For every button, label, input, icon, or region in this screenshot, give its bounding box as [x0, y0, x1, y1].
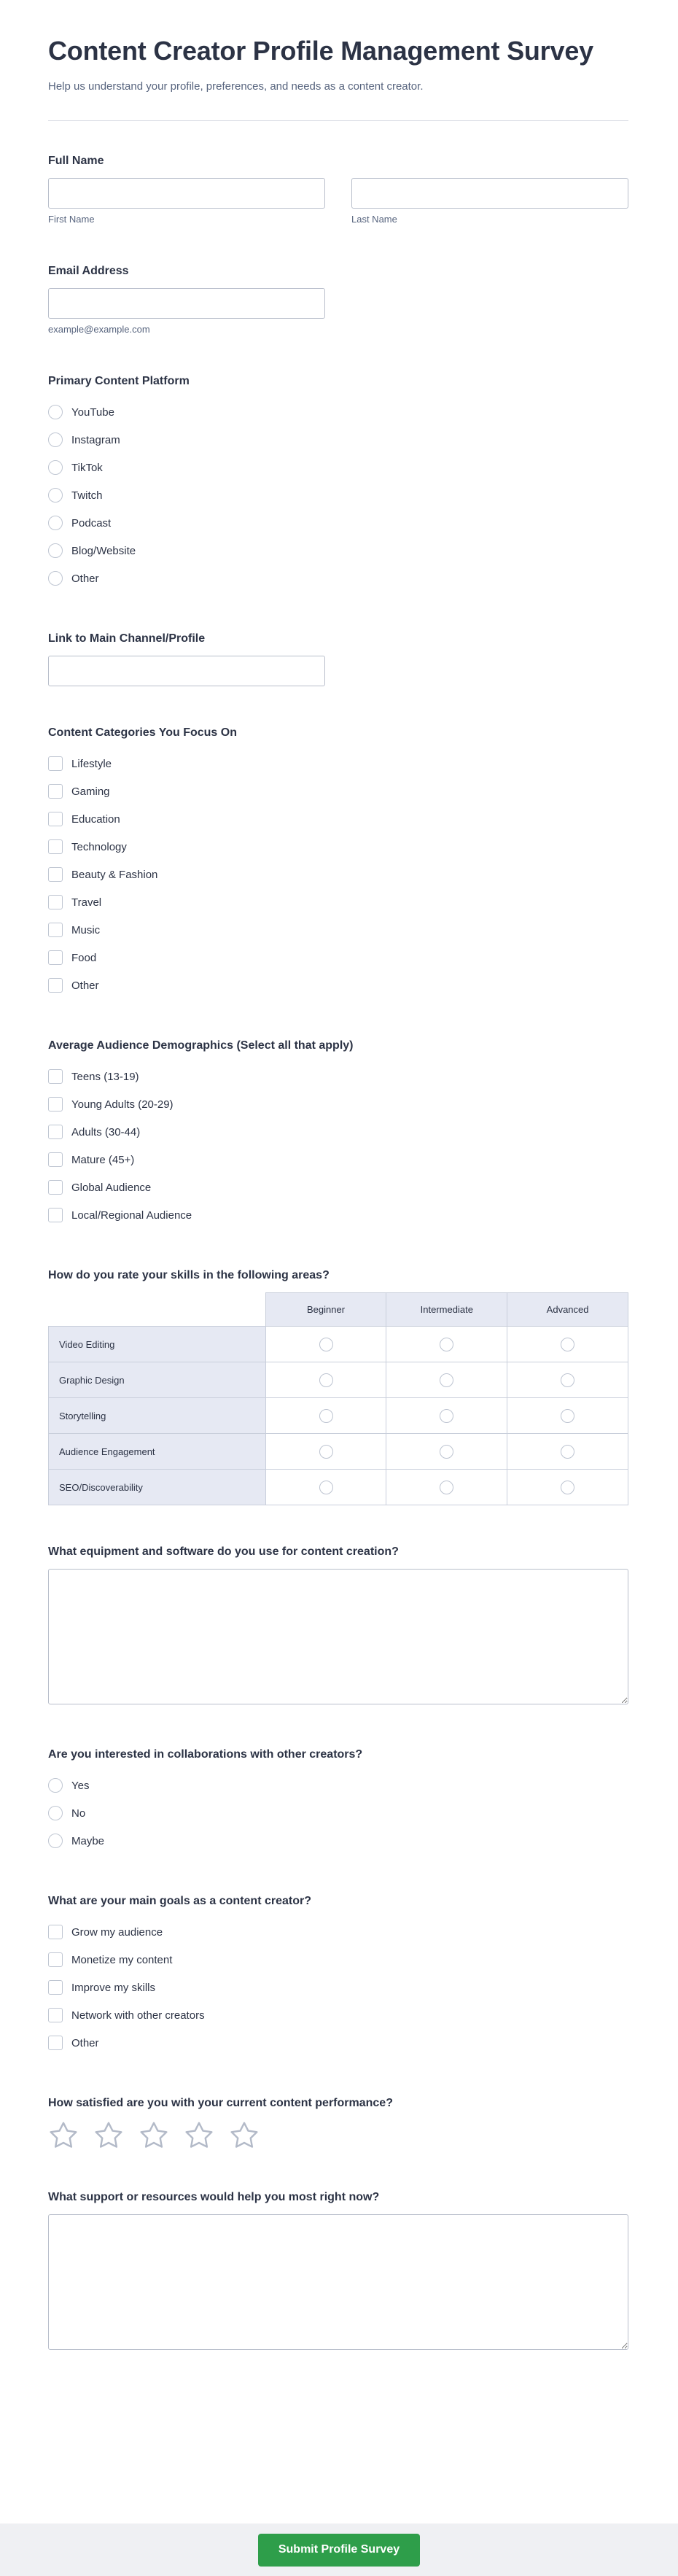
matrix-header-row [49, 1293, 628, 1327]
matrix-radio-cell[interactable] [386, 1398, 507, 1434]
radio-icon[interactable] [48, 460, 63, 475]
platform-option-youtube[interactable] [48, 398, 628, 426]
matrix-row-video-editing [49, 1327, 628, 1362]
platform-option-instagram[interactable] [48, 426, 628, 454]
platform-option-tiktok[interactable] [48, 454, 628, 481]
page-title: Content Creator Profile Management Survey [48, 36, 593, 66]
radio-icon[interactable] [440, 1445, 453, 1459]
radio-icon[interactable] [561, 1481, 574, 1494]
option-label: Young Adults (20-29) [71, 1098, 174, 1111]
matrix-corner-cell [49, 1293, 266, 1327]
goals-option-other[interactable] [48, 2029, 628, 2057]
option-label: Podcast [71, 516, 112, 529]
matrix-radio-cell[interactable] [507, 1327, 628, 1362]
question-email [48, 265, 628, 335]
demographics-option-adults[interactable] [48, 1118, 628, 1146]
collaborations-option-yes[interactable] [48, 1772, 628, 1799]
last-name-col [351, 178, 628, 225]
matrix-radio-cell[interactable] [265, 1327, 386, 1362]
option-label: Teens (13-19) [71, 1070, 139, 1083]
skills-matrix-table [48, 1292, 628, 1505]
checkbox-icon[interactable] [48, 867, 63, 882]
demographics-option-local-regional[interactable] [48, 1201, 628, 1229]
option-label: Beauty & Fashion [71, 868, 158, 881]
matrix-radio-cell[interactable] [507, 1362, 628, 1398]
equipment-textarea[interactable] [48, 1569, 628, 1704]
question-full-name [48, 155, 628, 225]
matrix-radio-cell[interactable] [507, 1470, 628, 1505]
radio-icon[interactable] [319, 1338, 333, 1351]
email-input[interactable] [48, 288, 325, 319]
option-label: Network with other creators [71, 2009, 205, 2022]
checkbox-icon[interactable] [48, 923, 63, 937]
channel-link-input[interactable] [48, 656, 325, 686]
option-label: Lifestyle [71, 757, 112, 770]
demographics-option-mature[interactable] [48, 1146, 628, 1173]
question-support [48, 2191, 628, 2354]
full-name-row [48, 178, 628, 225]
matrix-col-header-beginner: Beginner [265, 1293, 386, 1327]
matrix-radio-cell[interactable] [507, 1434, 628, 1470]
demographics-option-global[interactable] [48, 1173, 628, 1201]
category-option-education[interactable] [48, 805, 628, 833]
option-label: Adults (30-44) [71, 1125, 141, 1138]
checkbox-icon[interactable] [48, 2036, 63, 2050]
star-icon[interactable] [48, 2120, 79, 2151]
radio-icon[interactable] [48, 1778, 63, 1793]
option-label: Other [71, 2036, 99, 2049]
matrix-radio-cell[interactable] [386, 1362, 507, 1398]
category-option-lifestyle[interactable] [48, 750, 628, 777]
radio-icon[interactable] [48, 543, 63, 558]
category-option-music[interactable] [48, 916, 628, 944]
question-demographics [48, 1039, 628, 1229]
question-skills-matrix [48, 1269, 628, 1505]
demographics-option-young-adults[interactable] [48, 1090, 628, 1118]
question-categories [48, 726, 628, 999]
radio-icon[interactable] [48, 516, 63, 530]
option-label: Blog/Website [71, 544, 136, 557]
matrix-row-label: Storytelling [49, 1398, 266, 1434]
email-label: Email Address [48, 265, 129, 278]
submit-button[interactable]: Submit Profile Survey [258, 2534, 420, 2567]
option-label: Improve my skills [71, 1981, 156, 1994]
star-icon[interactable] [184, 2120, 214, 2151]
equipment-label: What equipment and software do you use for content creation? [48, 1545, 399, 1559]
checkbox-icon[interactable] [48, 895, 63, 909]
option-label: YouTube [71, 406, 114, 419]
radio-icon[interactable] [561, 1338, 574, 1351]
matrix-col-header-advanced: Advanced [507, 1293, 628, 1327]
matrix-row-label: Graphic Design [49, 1362, 266, 1398]
goals-option-network[interactable] [48, 2001, 628, 2029]
matrix-radio-cell[interactable] [265, 1434, 386, 1470]
collaborations-option-no[interactable] [48, 1799, 628, 1827]
checkbox-icon[interactable] [48, 950, 63, 965]
matrix-radio-cell[interactable] [386, 1470, 507, 1505]
checkbox-icon[interactable] [48, 1180, 63, 1195]
platform-option-other[interactable] [48, 565, 628, 592]
checkbox-icon[interactable] [48, 1069, 63, 1084]
satisfaction-label: How satisfied are you with your current content performance? [48, 2097, 393, 2110]
page-subtitle: Help us understand your profile, preferences, and needs as a content creator. [48, 80, 424, 93]
radio-icon[interactable] [48, 405, 63, 419]
first-name-input[interactable] [48, 178, 325, 209]
categories-label: Content Categories You Focus On [48, 726, 237, 740]
question-satisfaction [48, 2097, 628, 2151]
radio-icon[interactable] [48, 571, 63, 586]
radio-icon[interactable] [561, 1409, 574, 1423]
radio-icon[interactable] [440, 1373, 453, 1387]
checkbox-icon[interactable] [48, 784, 63, 799]
checkbox-icon[interactable] [48, 756, 63, 771]
matrix-radio-cell[interactable] [265, 1398, 386, 1434]
submit-footer [0, 2523, 678, 2576]
option-label: Travel [71, 896, 102, 909]
platform-label: Primary Content Platform [48, 375, 190, 388]
matrix-radio-cell[interactable] [265, 1362, 386, 1398]
option-label: Monetize my content [71, 1953, 173, 1966]
question-collaborations [48, 1748, 628, 1855]
demographics-option-teens[interactable] [48, 1063, 628, 1090]
platform-option-blog-website[interactable] [48, 537, 628, 565]
checkbox-icon[interactable] [48, 2008, 63, 2022]
radio-icon[interactable] [319, 1409, 333, 1423]
option-label: Technology [71, 840, 127, 853]
matrix-radio-cell[interactable] [265, 1470, 386, 1505]
matrix-radio-cell[interactable] [386, 1434, 507, 1470]
option-label: Food [71, 951, 97, 964]
matrix-row-storytelling [49, 1398, 628, 1434]
radio-icon[interactable] [440, 1338, 453, 1351]
radio-icon[interactable] [319, 1481, 333, 1494]
checkbox-icon[interactable] [48, 1208, 63, 1222]
option-label: Yes [71, 1779, 90, 1792]
radio-icon[interactable] [48, 1834, 63, 1848]
checkbox-icon[interactable] [48, 1980, 63, 1995]
question-channel-link [48, 632, 628, 686]
option-label: Global Audience [71, 1181, 152, 1194]
checkbox-icon[interactable] [48, 1125, 63, 1139]
checkbox-icon[interactable] [48, 839, 63, 854]
email-sublabel: example@example.com [48, 324, 150, 335]
star-icon[interactable] [139, 2120, 169, 2151]
checkbox-icon[interactable] [48, 1097, 63, 1112]
star-icon[interactable] [93, 2120, 124, 2151]
radio-icon[interactable] [440, 1409, 453, 1423]
first-name-col [48, 178, 325, 225]
matrix-row-audience-engagement [49, 1434, 628, 1470]
goals-option-monetize[interactable] [48, 1946, 628, 1974]
matrix-col-header-intermediate: Intermediate [386, 1293, 507, 1327]
question-goals [48, 1895, 628, 2057]
option-label: Gaming [71, 785, 110, 798]
category-option-food[interactable] [48, 944, 628, 971]
platform-option-twitch[interactable] [48, 481, 628, 509]
last-name-sublabel: Last Name [351, 214, 397, 225]
checkbox-icon[interactable] [48, 1952, 63, 1967]
option-label: Instagram [71, 433, 120, 446]
matrix-row-label: Audience Engagement [49, 1434, 266, 1470]
radio-icon[interactable] [319, 1445, 333, 1459]
channel-link-label: Link to Main Channel/Profile [48, 632, 206, 645]
option-label: TikTok [71, 461, 103, 474]
full-name-label: Full Name [48, 155, 104, 168]
checkbox-icon[interactable] [48, 978, 63, 993]
option-label: Local/Regional Audience [71, 1209, 192, 1222]
option-label: Education [71, 812, 120, 826]
radio-icon[interactable] [48, 432, 63, 447]
skills-matrix-label: How do you rate your skills in the following areas? [48, 1269, 330, 1282]
category-option-travel[interactable] [48, 888, 628, 916]
category-option-technology[interactable] [48, 833, 628, 861]
option-label: Maybe [71, 1834, 105, 1847]
collaborations-label: Are you interested in collaborations with other creators? [48, 1748, 363, 1761]
star-icon[interactable] [229, 2120, 260, 2151]
matrix-row-label: Video Editing [49, 1327, 266, 1362]
matrix-radio-cell[interactable] [386, 1327, 507, 1362]
radio-icon[interactable] [48, 1806, 63, 1820]
matrix-row-graphic-design [49, 1362, 628, 1398]
option-label: Grow my audience [71, 1925, 163, 1939]
checkbox-icon[interactable] [48, 812, 63, 826]
support-textarea[interactable] [48, 2214, 628, 2350]
first-name-sublabel: First Name [48, 214, 95, 225]
demographics-label: Average Audience Demographics (Select all that apply) [48, 1039, 354, 1052]
option-label: Music [71, 923, 101, 936]
option-label: Other [71, 979, 99, 992]
matrix-row-seo-discoverability [49, 1470, 628, 1505]
radio-icon[interactable] [561, 1445, 574, 1459]
checkbox-icon[interactable] [48, 1925, 63, 1939]
goals-label: What are your main goals as a content creator? [48, 1895, 311, 1908]
platform-option-podcast[interactable] [48, 509, 628, 537]
header-divider [48, 120, 628, 121]
collaborations-option-maybe[interactable] [48, 1827, 628, 1855]
radio-icon[interactable] [440, 1481, 453, 1494]
category-option-other[interactable] [48, 971, 628, 999]
checkbox-icon[interactable] [48, 1152, 63, 1167]
matrix-radio-cell[interactable] [507, 1398, 628, 1434]
category-option-beauty-fashion[interactable] [48, 861, 628, 888]
radio-icon[interactable] [319, 1373, 333, 1387]
question-platform [48, 375, 628, 592]
option-label: Other [71, 572, 99, 585]
radio-icon[interactable] [48, 488, 63, 503]
star-rating [48, 2120, 628, 2151]
support-label: What support or resources would help you most right now? [48, 2191, 380, 2204]
option-label: Mature (45+) [71, 1153, 135, 1166]
goals-option-improve-skills[interactable] [48, 1974, 628, 2001]
goals-option-grow-audience[interactable] [48, 1918, 628, 1946]
last-name-input[interactable] [351, 178, 628, 209]
matrix-row-label: SEO/Discoverability [49, 1470, 266, 1505]
option-label: Twitch [71, 489, 103, 502]
radio-icon[interactable] [561, 1373, 574, 1387]
question-equipment [48, 1545, 628, 1708]
category-option-gaming[interactable] [48, 777, 628, 805]
option-label: No [71, 1807, 86, 1820]
